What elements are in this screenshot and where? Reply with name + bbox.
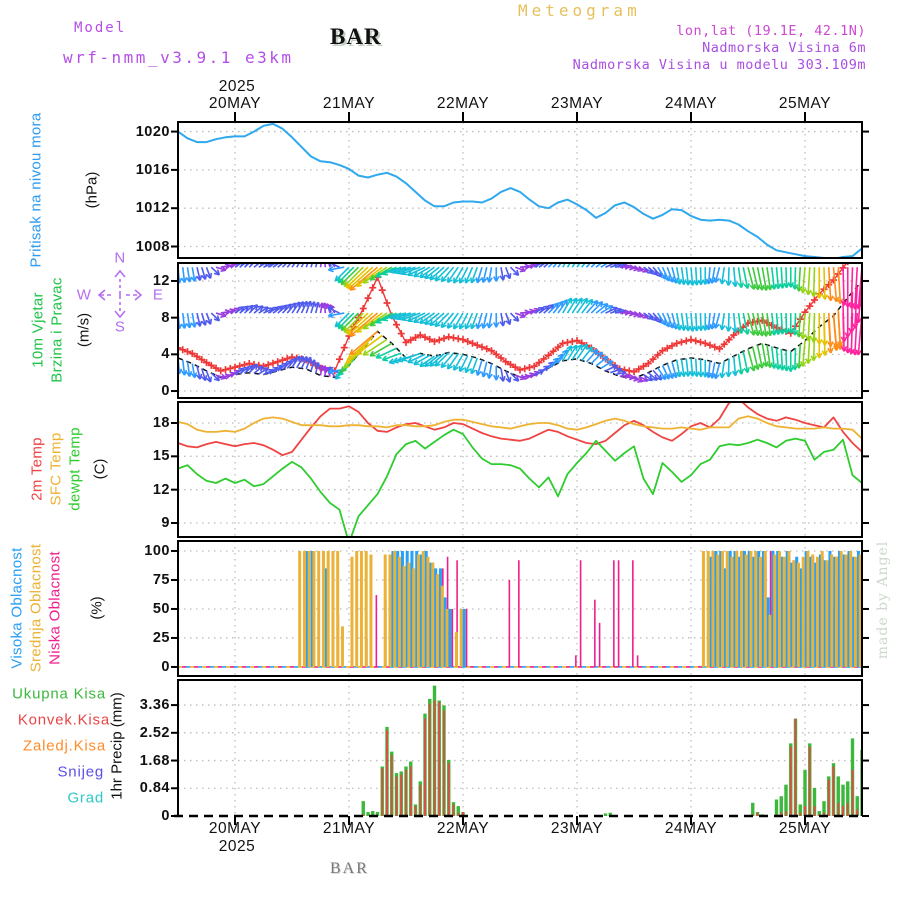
compass-west-label: W — [76, 286, 92, 304]
x-date-label-top: 22MAY — [436, 95, 490, 112]
y-tick-label: 0 — [161, 383, 170, 400]
y-tick-label: 4 — [161, 346, 170, 363]
y-tick-label: 12 — [152, 272, 170, 289]
top-year-label: 2025 — [218, 78, 256, 95]
lonlat-label: lon,lat (19.1E, 42.1N) — [676, 23, 866, 39]
x-date-label-top: 24MAY — [664, 95, 718, 112]
x-date-label-bottom: 20MAY — [208, 820, 262, 837]
gridlines — [178, 122, 862, 816]
y-tick-label: 1020 — [135, 123, 170, 140]
y-tick-label: 1016 — [135, 161, 170, 178]
wind-unit-label: (m/s) — [75, 312, 93, 348]
temp-series — [178, 399, 862, 543]
x-date-label-bottom: 25MAY — [778, 820, 832, 837]
cloud-legend-high: Visoka Oblacnost — [8, 547, 26, 669]
y-tick-label: 1012 — [135, 200, 170, 217]
compass-south-label: S — [114, 318, 126, 336]
model-elevation-label: Nadmorska Visina u modelu 303.109m — [572, 57, 866, 73]
wind-series — [175, 247, 866, 382]
x-date-label-bottom: 24MAY — [664, 820, 718, 837]
plot-title: Meteogram — [518, 1, 641, 20]
cloud-legend-low: Niska Oblacnost — [46, 551, 64, 665]
x-date-label-bottom: 22MAY — [436, 820, 490, 837]
y-tick-label: 8 — [161, 309, 170, 326]
elevation-label: Nadmorska Visina 6m — [702, 40, 866, 56]
y-tick-label: 3.36 — [139, 697, 170, 714]
y-tick-label: 1.68 — [139, 752, 170, 769]
compass-north-label: N — [114, 249, 126, 267]
temp-unit-label: (C) — [91, 458, 109, 480]
cloud-legend-mid: Srednja Oblacnost — [27, 543, 45, 673]
temp-legend-sfc: SFC Temp — [47, 432, 65, 506]
precip-legend-hail: Grad — [67, 789, 104, 807]
y-tick-label: 50 — [152, 600, 170, 617]
x-date-label-top: 25MAY — [778, 95, 832, 112]
wind-side-label-2: Brzina i Pravac — [48, 277, 66, 383]
precip-legend-convective: Konvek.Kisa — [17, 711, 110, 729]
y-tick-label: 15 — [152, 448, 170, 465]
x-date-label-bottom: 23MAY — [550, 820, 604, 837]
cloud-unit-label: (%) — [88, 596, 106, 620]
temp-legend-2m: 2m Temp — [28, 437, 46, 501]
gust-markers — [175, 247, 866, 375]
model-name: wrf-nmm_v3.9.1 e3km — [63, 48, 294, 67]
y-tick-label: 1008 — [135, 238, 170, 255]
precip-legend-stratiform: Zaledj.Kisa — [22, 737, 106, 755]
y-tick-label: 0 — [161, 658, 170, 675]
precip-unit-label: 1hr Precip (mm) — [108, 692, 126, 800]
y-tick-label: 100 — [144, 542, 170, 559]
precip-legend-snow: Snijeg — [57, 763, 104, 781]
panel-borders — [171, 112, 869, 825]
temp-legend-dewpt: dewpt Temp — [66, 427, 84, 511]
credit-label: made by Angel — [875, 540, 891, 660]
pressure-series — [178, 124, 862, 259]
bottom-year-label: 2025 — [218, 838, 256, 855]
y-tick-label: 25 — [152, 629, 170, 646]
y-tick-label: 0 — [161, 808, 170, 824]
compass-rose — [99, 271, 141, 317]
compass-east-label: E — [152, 286, 164, 304]
y-tick-label: 75 — [152, 571, 170, 588]
y-tick-label: 2.52 — [139, 724, 170, 741]
precip-legend-total: Ukupna Kisa — [12, 685, 106, 703]
y-tick-label: 9 — [161, 515, 170, 531]
station-title: BAR — [330, 24, 382, 49]
y-tick-label: 18 — [152, 415, 170, 431]
x-date-label-top: 21MAY — [322, 95, 376, 112]
x-date-label-bottom: 21MAY — [322, 820, 376, 837]
y-tick-label: 0.84 — [139, 780, 170, 797]
model-label: Model — [74, 20, 127, 36]
x-date-label-top: 23MAY — [550, 95, 604, 112]
cloud-bars — [178, 551, 866, 667]
x-date-label-top: 20MAY — [208, 95, 262, 112]
wind-side-label-1: 10m Vjetar — [29, 292, 47, 368]
precip-bars — [363, 686, 862, 816]
pressure-unit-label: (hPa) — [83, 171, 101, 209]
pressure-side-label: Pritisak na nivou mora — [27, 112, 45, 268]
footer-station-label: BAR — [330, 860, 369, 877]
y-tick-label: 12 — [152, 481, 170, 498]
